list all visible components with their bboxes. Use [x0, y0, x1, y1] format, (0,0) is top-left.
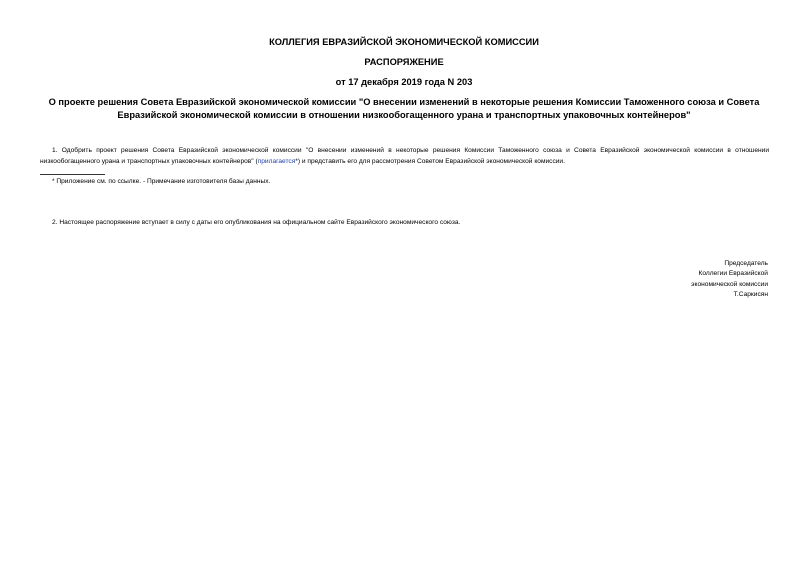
signature-name: Т.Саркисян [733, 290, 768, 298]
document-subject: О проекте решения Совета Евразийской экономической комиссии "О внесении изменений в некоторые решения Комиссии Таможенного союза и Совета Евразийской экономической комиссии в отношении низкообогащенного урана и транспортных упаковочных контейнеров" [48, 97, 760, 120]
paragraph-1-text-start: 1. Одобрить проект решения Совета Евразийской экономической комиссии "О внесении изменений в некоторые решения Комиссии Таможенного союза и Совета Евразийской экономической комиссии в отношении низкообогащенного урана и транспортных упаковочных контейнеров" ( [40, 147, 769, 165]
signature-position-line-3: экономической комиссии [691, 280, 768, 288]
signature-position-line-2: Коллегии Евразийской [698, 270, 768, 278]
paragraph-2: 2. Настоящее распоряжение вступает в силу с даты его опубликования на официальном сайте Евразийского экономического союза. [52, 219, 461, 226]
signature-block [691, 259, 768, 300]
signature-position-line-1: Председатель [724, 260, 768, 267]
footnote-divider [40, 174, 105, 175]
footnote-text: * Приложение см. по ссылке. - Примечание изготовителя базы данных. [52, 178, 271, 185]
paragraph-1-text-end: *) и представить его для рассмотрения Советом Евразийской экономической комиссии. [295, 158, 565, 165]
document-type-heading: РАСПОРЯЖЕНИЕ [364, 57, 444, 67]
paragraph-1 [40, 145, 769, 167]
document-date-number: от 17 декабря 2019 года N 203 [335, 77, 473, 87]
attachment-link[interactable]: прилагается [257, 158, 296, 165]
organization-heading: КОЛЛЕГИЯ ЕВРАЗИЙСКОЙ ЭКОНОМИЧЕСКОЙ КОМИССИИ [269, 37, 539, 47]
